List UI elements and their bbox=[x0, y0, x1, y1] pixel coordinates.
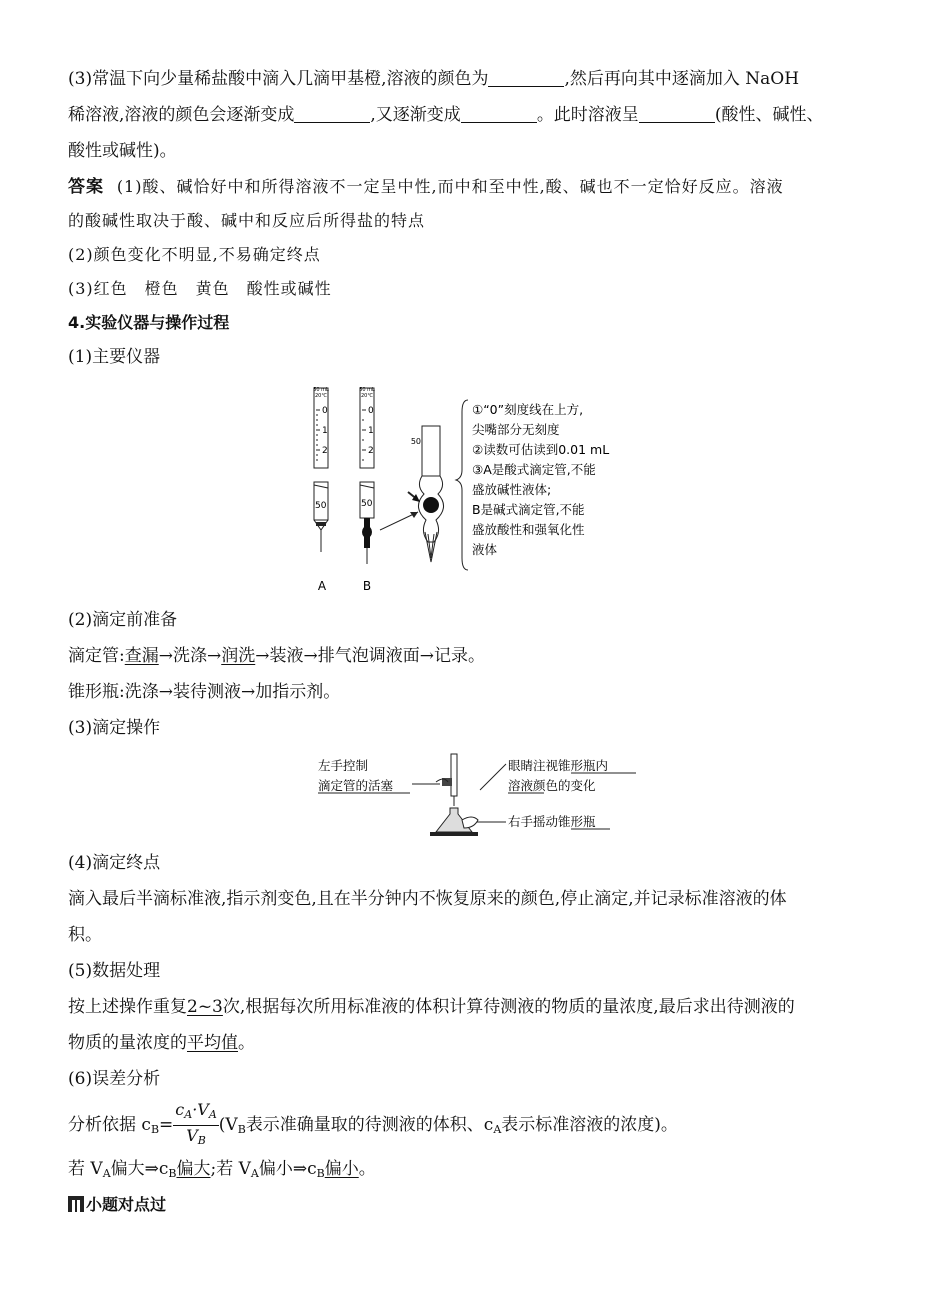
error-formula: 分析依据 $c_B=$ $\frac{c_A\cdot V_A}{V_B}$ ($V_B$表示准确量取的待测液的体积、$c_A$表示标准溶液的浓度)。 bbox=[68, 1100, 678, 1151]
note-line: 液体 bbox=[472, 542, 498, 557]
answer-label: 答案 bbox=[68, 177, 104, 197]
svg-text:50: 50 bbox=[410, 437, 421, 446]
subsection-prep: (2)滴定前准备 bbox=[68, 610, 178, 630]
note-line: ①“0”刻度线在上方, bbox=[472, 402, 584, 417]
data-line2: 物质的量浓度的平均值。 bbox=[68, 1033, 255, 1053]
answer-line3: (2)颜色变化不明显,不易确定终点 bbox=[68, 245, 321, 264]
burette-b-detail bbox=[408, 426, 444, 562]
svg-text:50: 50 bbox=[315, 501, 327, 511]
burette-figure bbox=[300, 382, 660, 597]
answer-blank bbox=[488, 66, 564, 87]
svg-text:1: 1 bbox=[322, 426, 328, 436]
svg-text:2: 2 bbox=[322, 446, 328, 456]
svg-text:溶液颜色的变化: 溶液颜色的变化 bbox=[508, 778, 596, 793]
burette-notes bbox=[472, 402, 609, 557]
svg-text:左手控制: 左手控制 bbox=[318, 758, 369, 773]
answer-blank bbox=[461, 102, 537, 123]
svg-text:右手摇动锥形瓶: 右手摇动锥形瓶 bbox=[508, 814, 596, 829]
subsection-endpoint: (4)滴定终点 bbox=[68, 853, 161, 873]
subsection-error: (6)误差分析 bbox=[68, 1069, 161, 1089]
formula-fraction: $\frac{c_A\cdot V_A}{V_B}$ bbox=[175, 1100, 217, 1147]
note-line: 盛放酸性和强氧化性 bbox=[472, 522, 585, 537]
svg-text:1: 1 bbox=[368, 426, 374, 436]
svg-text:20℃: 20℃ bbox=[315, 393, 327, 399]
burette-a-top bbox=[313, 387, 329, 468]
endpoint-line2: 积。 bbox=[68, 925, 102, 945]
svg-text:滴定管的活塞: 滴定管的活塞 bbox=[318, 778, 394, 793]
answer-line1: 答案 (1)酸、碱恰好中和所得溶液不一定呈中性,而中和至中性,酸、碱也不一定恰好反应。溶液 bbox=[68, 177, 784, 197]
pause-block-icon bbox=[68, 1196, 84, 1212]
section-title: 4.实验仪器与操作过程 bbox=[68, 313, 230, 332]
data-line1: 按上述操作重复2~3次,根据每次所用标准液的体积计算待测液的物质的量浓度,最后求出待测液的 bbox=[68, 997, 795, 1017]
label-b: B bbox=[362, 579, 372, 593]
q3-line1: (3)常温下向少量稀盐酸中滴入几滴甲基橙,溶液的颜色为 ,然后再向其中逐滴加入 NaOH bbox=[68, 62, 799, 96]
svg-text:眼睛注视锥形瓶内: 眼睛注视锥形瓶内 bbox=[508, 758, 609, 773]
q3-line3: 酸性或碱性)。 bbox=[68, 141, 177, 161]
svg-text:0: 0 bbox=[322, 406, 328, 416]
label-a: A bbox=[317, 579, 327, 593]
answer-blank bbox=[639, 102, 715, 123]
subsection-instruments: (1)主要仪器 bbox=[68, 347, 161, 367]
burette-b-top bbox=[359, 387, 375, 468]
endpoint-line1: 滴入最后半滴标准液,指示剂变色,且在半分钟内不恢复原来的颜色,停止滴定,并记录标准溶液的体 bbox=[68, 889, 787, 909]
practice-heading: 小题对点过 bbox=[68, 1188, 166, 1222]
subsection-operation: (3)滴定操作 bbox=[68, 718, 161, 738]
titration-figure bbox=[312, 752, 652, 844]
burette-a-bottom bbox=[314, 482, 328, 552]
svg-text:2: 2 bbox=[368, 446, 374, 456]
subsection-data: (5)数据处理 bbox=[68, 961, 161, 981]
answer-line2: 的酸碱性取决于酸、碱中和反应后所得盐的特点 bbox=[68, 211, 426, 230]
answer-blank bbox=[294, 102, 370, 123]
prep-burette: 滴定管:查漏→洗涤→润洗→装液→排气泡调液面→记录。 bbox=[68, 646, 485, 666]
svg-text:0: 0 bbox=[368, 406, 374, 416]
svg-text:50: 50 bbox=[361, 499, 373, 509]
burette-b-bottom bbox=[360, 482, 374, 564]
note-line: ②读数可估读到0.01 mL bbox=[472, 442, 610, 457]
svg-text:50 mL: 50 mL bbox=[313, 387, 329, 393]
prep-flask: 锥形瓶:洗涤→装待测液→加指示剂。 bbox=[68, 682, 341, 702]
note-line: 盛放碱性液体; bbox=[472, 482, 552, 497]
answer-line4: (3)红色 橙色 黄色 酸性或碱性 bbox=[68, 279, 332, 298]
note-line: ③A是酸式滴定管,不能 bbox=[472, 462, 596, 477]
error-conclusion: 若 $V_A$偏大$\Rightarrow c_B$偏大;若 $V_A$偏小$\Rightarrow c_B$偏小。 bbox=[68, 1159, 376, 1180]
svg-text:20℃: 20℃ bbox=[361, 393, 373, 399]
note-line: 尖嘴部分无刻度 bbox=[472, 422, 560, 437]
note-line: B是碱式滴定管,不能 bbox=[472, 502, 585, 517]
svg-text:50 mL: 50 mL bbox=[359, 387, 375, 393]
q3-line2: 稀溶液,溶液的颜色会逐渐变成 ,又逐渐变成 。此时溶液呈 (酸性、碱性、 bbox=[68, 98, 823, 132]
